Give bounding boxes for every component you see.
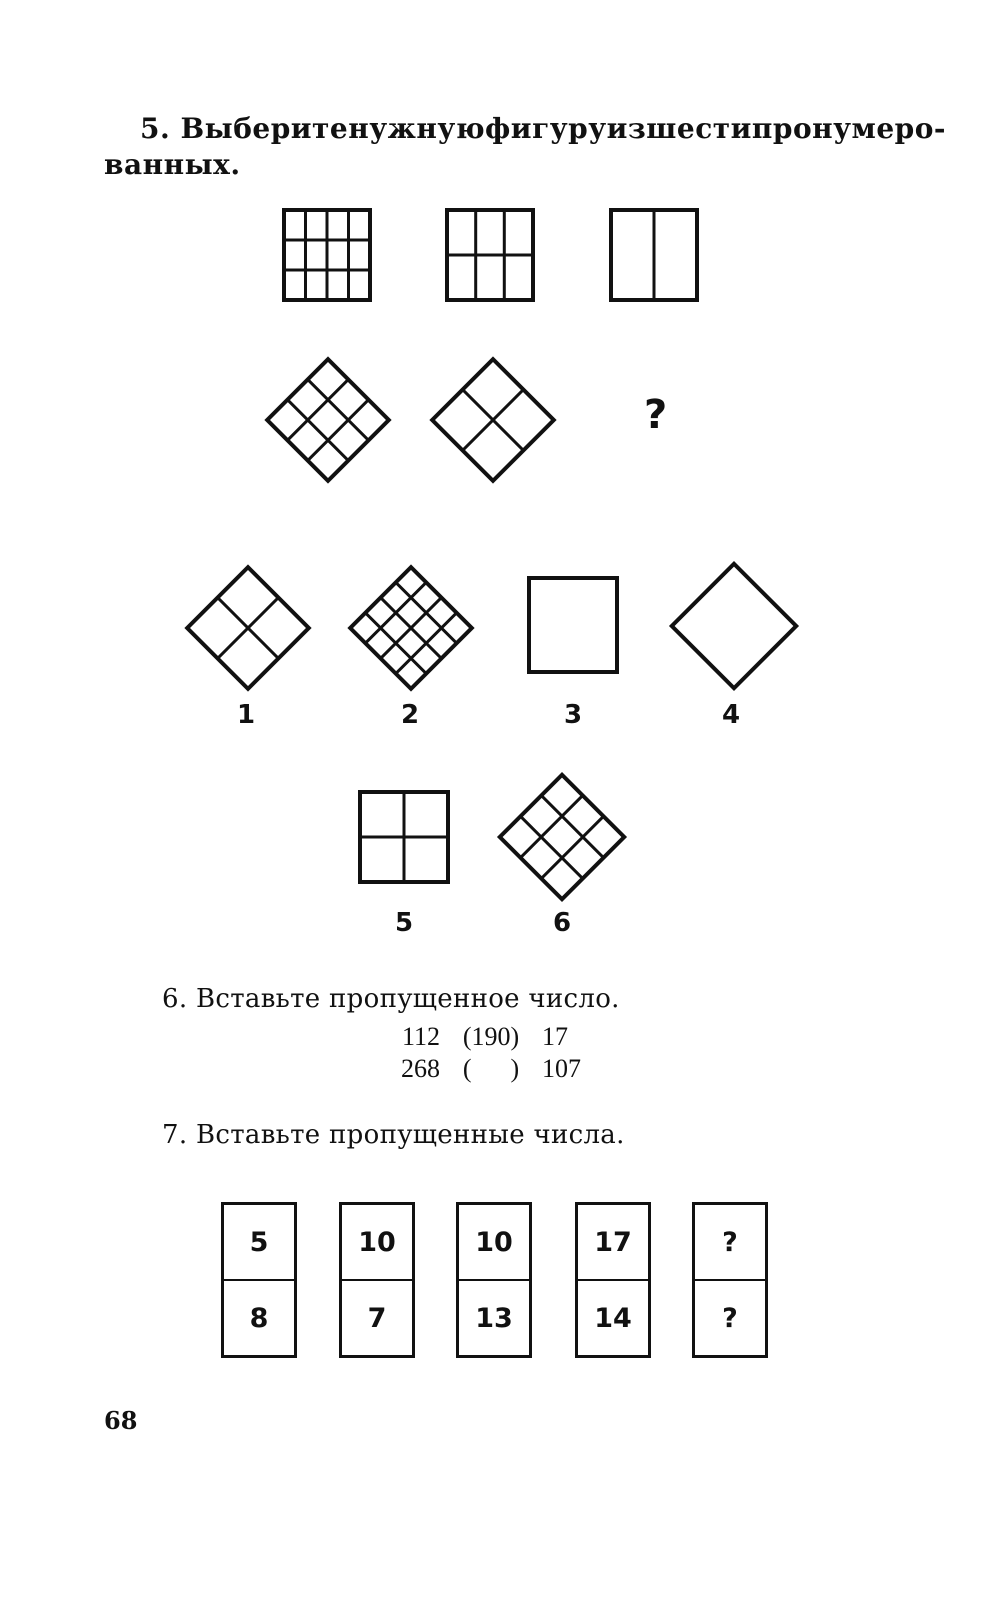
domino-bottom: 14 <box>594 1302 632 1334</box>
row-2-right: 107 <box>542 1054 581 1083</box>
row-2-middle: ( ) <box>462 1054 520 1083</box>
question-5-line-2: ванных. <box>104 148 241 181</box>
matrix-diamond-2x2 <box>430 357 556 483</box>
option-2-label: 2 <box>400 700 420 730</box>
q5-word: шести <box>646 112 752 145</box>
option-3-label: 3 <box>563 700 583 730</box>
q5-word: 5. Выберите <box>140 112 349 145</box>
page-number: 68 <box>104 1406 138 1435</box>
domino-top: 10 <box>342 1205 412 1281</box>
q5-word: фигуру <box>485 112 607 145</box>
option-1-figure[interactable] <box>185 565 311 691</box>
q5-word: пронумеро- <box>751 112 947 145</box>
row-1-right: 17 <box>542 1022 568 1051</box>
option-4-label: 4 <box>721 700 741 730</box>
option-2-figure[interactable] <box>348 565 474 691</box>
row-1-middle: (190) <box>462 1022 520 1051</box>
domino-bottom: 8 <box>249 1302 269 1334</box>
number-row-1 <box>392 1022 592 1052</box>
domino-card <box>456 1202 532 1358</box>
missing-figure-question-mark: ? <box>644 392 668 438</box>
matrix-diamond-3x3 <box>265 357 391 483</box>
domino-top: 5 <box>224 1205 294 1281</box>
matrix-square-4x3 <box>284 210 370 300</box>
option-5-figure[interactable] <box>360 792 448 882</box>
question-6-title: 6. Вставьте пропущенное число. <box>162 984 620 1014</box>
option-3-figure[interactable] <box>529 578 617 672</box>
matrix-square-2x1 <box>611 210 697 300</box>
option-5-label: 5 <box>394 908 414 938</box>
domino-card <box>221 1202 297 1358</box>
domino-bottom: 7 <box>367 1302 387 1334</box>
option-1-label: 1 <box>236 700 256 730</box>
q5-word: нужную <box>348 112 486 145</box>
q5-word: из <box>606 112 647 145</box>
row-1-left: 112 <box>401 1022 440 1051</box>
option-6-figure[interactable] <box>498 773 626 901</box>
domino-card <box>339 1202 415 1358</box>
number-row-2 <box>392 1054 592 1084</box>
row-2-left: 268 <box>401 1054 440 1083</box>
question-7-title: 7. Вставьте пропущенные числа. <box>162 1120 625 1150</box>
domino-card-missing[interactable] <box>692 1202 768 1358</box>
domino-top: 10 <box>459 1205 529 1281</box>
domino-top: 17 <box>578 1205 648 1281</box>
question-5-line-1 <box>140 112 947 145</box>
domino-bottom: 13 <box>475 1302 513 1334</box>
option-4-figure[interactable] <box>670 562 798 690</box>
matrix-square-3x2 <box>447 210 533 300</box>
option-6-label: 6 <box>552 908 572 938</box>
domino-top: ? <box>695 1205 765 1281</box>
domino-bottom: ? <box>722 1302 738 1334</box>
domino-card <box>575 1202 651 1358</box>
